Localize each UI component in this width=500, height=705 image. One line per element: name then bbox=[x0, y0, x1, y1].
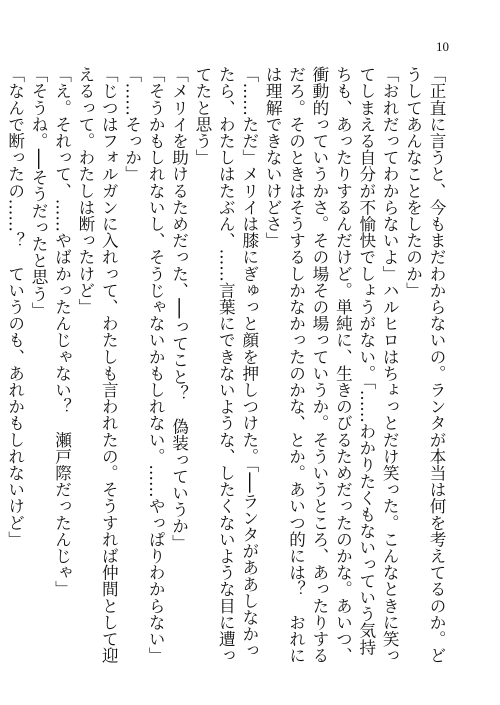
paragraph: 「じつはフォルガンに入れって、わたしも言われたの。そうすれば仲間として迎えるって。わたしは断ったけど」 bbox=[75, 66, 119, 664]
paragraph: 「おれだってわからないよ」ハルヒロはちょっとだけ笑った。こんなときに笑ってしまえる自分が不愉快でしょうがない。「……わかりたくもないっていう気持ちも、あったりするんだけど。単純に、生きのびるためだったのかな。あいつ、衝動的っていうかさ。その場その場っていうか。そういうところ、あったりするだろ。そのときはそうするしかなかったのかな、とか。あいつ的には？ おれには理解できないけどさ」 bbox=[263, 66, 400, 664]
paragraph: 「なんで断ったの……？ ていうのも、あれかもしれないけど」 bbox=[5, 66, 25, 548]
paragraph: 「正直に言うと、今もまだわからないの。ランタが本当は何を考えてるのか。どうしてあんなことをしたのか」 bbox=[403, 66, 446, 664]
paragraph: 「……ただ」メリイは膝にぎゅっと顔を押しつけた。「──ランタがああしなかったら、わたしはたぶん、……言葉にできないような、したくないような目に遭ってたと思う」 bbox=[192, 66, 259, 664]
paragraph: 「メリイを助けるためだった、──ってこと？ 偽装っていうか」 bbox=[169, 66, 189, 551]
paragraph: 「そうかもしれないし、そうじゃないかもしれない。……やっぱりわからない」 bbox=[146, 66, 166, 664]
novel-text-column-block bbox=[3, 66, 448, 666]
paragraph: 「そうね。──そうだったと思う」 bbox=[29, 66, 49, 319]
page-number: 10 bbox=[436, 39, 449, 54]
paragraph: 「え。それって、……やばかったんじゃない？ 瀬戸際だったんじゃ」 bbox=[52, 66, 72, 598]
paragraph: 「……そっか」 bbox=[122, 66, 142, 183]
